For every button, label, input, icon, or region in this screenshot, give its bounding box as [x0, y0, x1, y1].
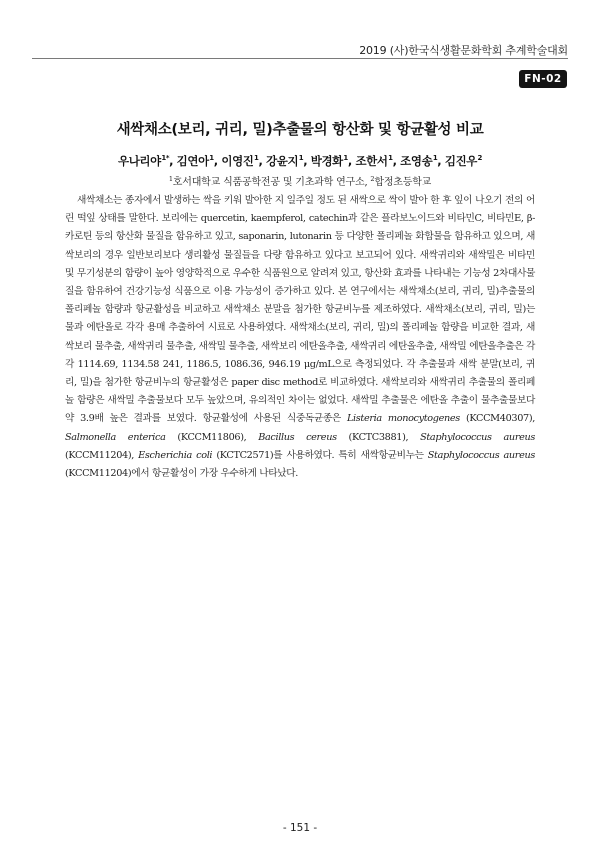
species-name: Escherichia coli	[138, 449, 213, 461]
affiliation-mark: 1	[168, 175, 173, 183]
author-affiliation-mark: 1	[432, 154, 438, 162]
author-separator: ,	[347, 154, 356, 168]
author-separator: ,	[303, 154, 311, 168]
author-affiliation-mark: 2	[477, 154, 482, 162]
author-name: 우나리야	[118, 154, 161, 168]
affiliation-list	[0, 173, 600, 188]
page-number: - 151 -	[282, 822, 318, 834]
author-affiliation-mark: 1	[254, 154, 259, 162]
author-name: 조한서	[355, 154, 388, 168]
affiliation-text: 호서대학교 식품공학전공 및 기초과학 연구소,	[172, 177, 371, 188]
abstract-text: (KCCM40307),	[459, 413, 535, 425]
author-separator: ,	[169, 154, 177, 168]
author-name: 조영송	[400, 154, 433, 168]
author-name: 박경화	[310, 154, 343, 168]
abstract-text: (KCTC3881),	[336, 431, 421, 443]
author-affiliation-mark: 1*	[161, 154, 170, 162]
author-affiliation-mark: 1	[298, 154, 304, 162]
affiliation-mark: 2	[370, 175, 375, 183]
species-name: Staphylococcus aureus	[427, 449, 535, 461]
species-name: Listeria monocytogenes	[346, 413, 460, 425]
abstract-body	[65, 192, 535, 483]
author-separator: ,	[213, 154, 222, 168]
session-code-badge: FN-02	[519, 70, 567, 88]
conference-header: 2019 (사)한국식생활문화학회 추계학술대회	[359, 44, 568, 57]
author-affiliation-mark: 1	[209, 154, 214, 162]
abstract-text: (KCCM11204)에서 항균활성이 가장 우수하게 나타났다.	[65, 468, 299, 480]
author-name: 김연아	[176, 154, 209, 168]
author-separator: ,	[392, 154, 401, 168]
author-name: 김진우	[444, 154, 478, 168]
author-name: 강윤지	[266, 154, 299, 168]
affiliation-text: 합정초등학교	[374, 177, 432, 188]
author-affiliation-mark: 1	[388, 154, 393, 162]
header-divider	[32, 58, 568, 59]
author-list	[0, 153, 600, 169]
abstract-text: (KCTC2571)를 사용하였다. 특히 새싹항균비누는	[212, 449, 428, 461]
species-name: Bacillus cereus	[258, 431, 337, 443]
author-separator: ,	[258, 154, 267, 168]
author-name: 이영진	[221, 154, 254, 168]
species-name: Staphylococcus aureus	[420, 431, 535, 443]
author-separator: ,	[437, 154, 445, 168]
abstract-text: 새싹채소는 종자에서 발생하는 싹을 키워 발아한 지 일주일 정도 된 새싹으로 싹이 발아 한 후 잎이 나오기 전의 어린 떡잎 상태를 말한다. 보리에는 quercetin, kaempferol, catechin과 같은 플라보노이드와 비타민C, 비타민E, β-카로틴 등의 항산화 물질을 함유하고 있고, saponarin, lutonarin 등 다양한 폴리페놀 화합물을 함유하고 있으며, 새싹보리의 경우 일반보리보다 생리활성 물질들을 다량 함유하고 있다고 보고되어 있다. 새싹귀리와 새싹밀은 비타민 및 무기성분의 함량이 높아 영양학적으로 우수한 식품원으로 알려져 있고, 항산화 효과를 나타내는 기능성 2차대사물질을 함유하여 건강기능성 식품으로 이용 가능성이 증가하고 있다. 본 연구에서는 새싹채소(보리, 귀리, 밀)추출물의 폴리페놀 함량과 항균활성을 비교하고 새싹채소 분말을 첨가한 항균비누를 제조하였다. 새싹채소(보리, 귀리, 밀)는 물과 에탄올로 각각 용매 추출하여 시료로 사용하였다. 새싹채소(보리, 귀리, 밀)의 폴리페놀 함량을 비교한 결과, 새싹보리 물추출, 새싹귀리 물추출, 새싹밀 물추출, 새싹보리 에탄올추출, 새싹귀리 에탄올추출, 새싹밀 에탄올추출은 각각 1114.69, 1134.58 241, 1186.5, 1086.36, 946.19 μg/mL으로 측정되었다. 각 추출물과 새싹 분말(보리, 귀리, 밀)을 첨가한 항균비누의 항균활성은 paper disc method로 비교하였다. 새싹보리와 새싹귀리 추출물의 폴리페놀 함량은 새싹밀 추출물보다 모두 높았으며, 유의적인 차이는 없었다. 새싹밀 추출물은 에탄올 추출이 물추출물보다 약 3.9배 높은 결과를 보였다. 항균활성에 사용된 식중독균종은	[65, 195, 535, 425]
abstract-text: (KCCM11204),	[65, 449, 139, 461]
paper-title: 새싹채소(보리, 귀리, 밀)추출물의 항산화 및 항균활성 비교	[116, 122, 484, 138]
author-affiliation-mark: 1	[343, 154, 348, 162]
species-name: Salmonella enterica	[65, 431, 166, 443]
abstract-text: (KCCM11806),	[165, 431, 259, 443]
